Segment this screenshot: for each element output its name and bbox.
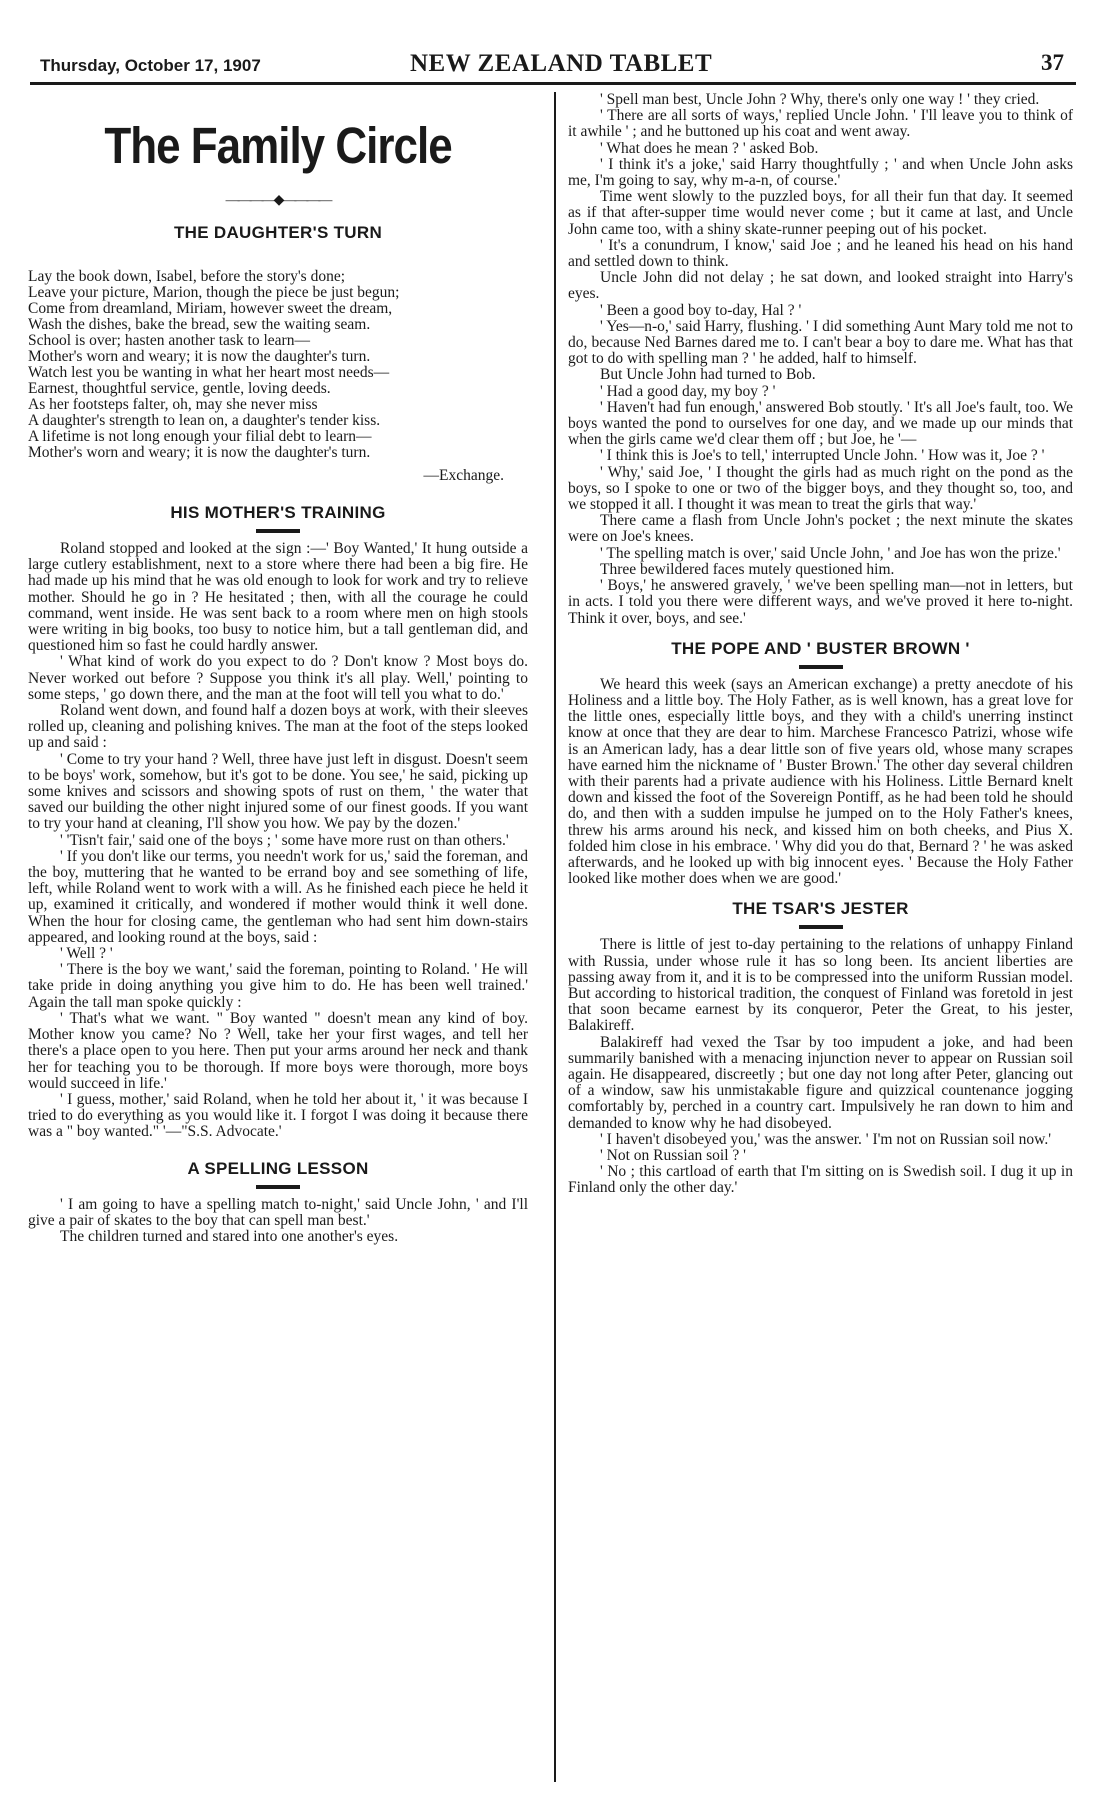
spelling-lesson-body-left [28, 1197, 528, 1246]
article-paragraph: ' There are all sorts of ways,' replied Uncle John. ' I'll leave you to think of it awhile ' ; and he buttoned up his coat and went away. [568, 107, 1073, 141]
daughters-turn-title: THE DAUGHTER'S TURN [173, 223, 383, 242]
article-paragraph: ' Spell man best, Uncle John ? Why, there's only one way ! ' they cried. [600, 91, 1040, 108]
article-paragraph: ' Haven't had fun enough,' answered Bob stoutly. ' It's all Joe's fault, too. We boys wanted the pond to ourselves for one day, and we made up our minds that when the girls came we'd clear them off ; but Joe, he '— [568, 398, 1073, 449]
article-paragraph: There came a flash from Uncle John's pocket ; the next minute the skates were on Joe's knees. [568, 512, 1073, 546]
article-paragraph: Roland went down, and found half a dozen boys at work, with their sleeves rolled up, cleaning and polishing knives. The man at the foot of the steps looked up and said : [28, 702, 528, 752]
article-paragraph: ' Come to try your hand ? Well, three have just left in disgust. Doesn't seem to be boys' work, somehow, but it's got to be done. You see,' he said, picking up some knives and scissors and showing spots of rust on them, ' the water that saved our building the other night injured some of our finest goods. If you want to try your hand at cleaning, I'll show you how. We pay by the dozen.' [28, 750, 528, 833]
article-paragraph: ' Yes—n-o,' said Harry, flushing. ' I did something Aunt Mary told me not to do, because Ned Barnes dared me to. I can't bear a boy to dare me. What has that got to do with spelling man ? ' he added, half to himself. [568, 317, 1073, 368]
page-number: 37 [1041, 50, 1064, 75]
article-paragraph: ' No ; this cartload of earth that I'm sitting on is Swedish soil. I dug it up in Finland only the other day.' [568, 1163, 1073, 1197]
right-column [568, 92, 1073, 1197]
article-paragraph: ' What does he mean ? ' asked Bob. [600, 139, 819, 157]
poem-line: Mother's worn and weary; it is now the daughter's turn. [28, 444, 371, 461]
tsars-jester-title: THE TSAR'S JESTER [732, 899, 909, 919]
ornament-divider: ————◆———— [225, 193, 331, 208]
poem-line: As her footsteps falter, oh, may she never miss [28, 396, 318, 413]
poem-line: Leave your picture, Marion, though the piece be just begun; [28, 284, 400, 301]
article-paragraph: ' What kind of work do you expect to do ? Don't know ? Most boys do. Never worked out before ? Suppose you think it's all play. Well,' pointing to some steps, ' go down there, and the man at the foot will tell you what to do.' [28, 653, 528, 703]
article-paragraph: ' That's what we want. " Boy wanted " doesn't mean any kind of boy. Mother know you came? No ? Well, take her your first wages, and tell her there's a place open to you here. Then put your arms around her neck and thank her for teaching you to be thorough. If more boys were thorough, more boys would succeed in life.' [28, 1009, 528, 1092]
newspaper-title: NEW ZEALAND TABLET [410, 50, 713, 77]
poem-line: Lay the book down, Isabel, before the story's done; [28, 268, 346, 285]
issue-date: Thursday, October 17, 1907 [40, 56, 261, 75]
article-paragraph: We heard this week (says an American exchange) a pretty anecdote of his Holiness and a little boy. The Holy Father, as is well known, has a great love for the little ones, especially little boys, and they with a child's unerring instinct know at once that they are dear to him. Marchese Francesco Patrizi, whose wife is an American lady, has a dear little son of five years old, whose many scrapes have earned him the nickname of ' Buster Brown.' The other day several children with their parents had a private audience with his Holiness. Little Bernard knelt down and kissed the foot of the Sovereign Pontiff, as he had been told he should do, and then with a sudden impulse he jumped on to the Holy Father's knees, threw his arms around his neck, and kissed him on both cheeks, and Pius X. folded him close in his embrace. ' Why did you do that, Bernard ? ' he was asked afterwards, and he looked up with big innocent eyes. ' Because the Holy Father looked like mother does when we are good.' [568, 675, 1073, 888]
article-paragraph: ' Why,' said Joe, ' I thought the girls had as much right on the pond as the boys, so I spoke to one or two of the bigger boys, and they thought so, too, and we stopped it all. I thought it was mean to treat the girls that way.' [568, 463, 1073, 514]
daughters-turn-poem [28, 269, 528, 461]
article-paragraph: ' I think it's a joke,' said Harry thoughtfully ; ' and when Uncle John asks me, I'm going to say, why m-a-n, of course.' [568, 155, 1073, 190]
poem-line: Come from dreamland, Miriam, however sweet the dream, [28, 300, 393, 317]
article-paragraph: ' The spelling match is over,' said Uncle John, ' and Joe has won the prize.' [600, 544, 1061, 562]
article-paragraph: ' If you don't like our terms, you needn't work for us,' said the foreman, and the boy, muttering that he wanted to be errand boy and see something of life, left, while Roland went to work with a will. As he finished each piece he held it up, examined it critically, and wondered if mother would think it well done. When the hour for closing came, the gentleman who had sent him down-stairs appeared, and looking round at the boys, said : [28, 847, 528, 946]
poem-line: Earnest, thoughtful service, gentle, loving deeds. [28, 380, 331, 397]
article-paragraph: ' I guess, mother,' said Roland, when he told her about it, ' it was because I tried to do everything as you would like it. I forgot I was doing it because there was a " boy wanted." '—"S.S. Advocate.' [28, 1090, 528, 1141]
pope-buster-body [568, 677, 1073, 888]
mothers-training-title: HIS MOTHER'S TRAINING [170, 503, 386, 522]
article-paragraph: ' Boys,' he answered gravely, ' we've been spelling man—not in letters, but in acts. I told you there were different ways, and we've proved it here to-night. Think it over, boys, and see.' [568, 577, 1073, 627]
article-paragraph: The children turned and stared into one another's eyes. [60, 1227, 399, 1245]
spelling-lesson-title: A SPELLING LESSON [187, 1158, 369, 1178]
article-paragraph: Uncle John did not delay ; he sat down, and looked straight into Harry's eyes. [568, 269, 1073, 303]
poem-credit: —Exchange. [423, 467, 504, 484]
pope-buster-title: THE POPE AND ' BUSTER BROWN ' [671, 638, 970, 658]
column-rule [554, 92, 556, 1782]
spelling-lesson-body-right [568, 92, 1073, 627]
article-paragraph: ' Been a good boy to-day, Hal ? ' [600, 301, 802, 319]
poem-line: School is over; hasten another task to learn— [28, 332, 310, 349]
article-paragraph: But Uncle John had turned to Bob. [600, 366, 816, 384]
section-dash [799, 925, 843, 929]
mothers-training-body [28, 541, 528, 1141]
poem-line: Mother's worn and weary; it is now the daughter's turn. [28, 348, 371, 365]
article-paragraph: ' It's a conundrum, I know,' said Joe ; and he leaned his head on his hand and settled down to think. [568, 236, 1073, 271]
poem-line: Watch lest you be wanting in what her heart most needs— [28, 364, 390, 381]
article-paragraph: ' I haven't disobeyed you,' was the answer. ' I'm not on Russian soil now.' [600, 1130, 1051, 1148]
section-dash [256, 529, 300, 533]
article-paragraph: Three bewildered faces mutely questioned him. [600, 560, 895, 578]
article-paragraph: Time went slowly to the puzzled boys, for all their fun that day. It seemed as if that after-supper time would never come ; but it came at last, and Uncle John came too, with a shiny skate-runner peeping out of his pocket. [568, 188, 1073, 238]
article-paragraph: ' I think this is Joe's to tell,' interrupted Uncle John. ' How was it, Joe ? ' [600, 447, 1045, 465]
tsars-jester-body [568, 937, 1073, 1196]
page-header [40, 50, 1076, 78]
section-dash [256, 1185, 300, 1189]
article-paragraph: There is little of jest to-day pertaining to the relations of unhappy Finland with Russia, under whose rule it has so long been. Its ancient liberties are passing away from it, and it is to be compressed into the uniform Russian model. But according to historical tradition, the conquest of Finland was foretold in jest that soon became earnest by its conqueror, Peter the Great, to his jester, Balakireff. [568, 936, 1073, 1035]
family-circle-title: The Family Circle [104, 118, 452, 175]
article-paragraph: Roland stopped and looked at the sign :—' Boy Wanted,' It hung outside a large cutlery establishment, next to a store where there had been a big fire. He had made up his mind that he was old enough to look for work and try to relieve mother. Should he go in ? He hesitated ; then, with all the courage he could command, went inside. He was sent back to a room where men on high stools were writing in big books, too busy to notice him, but a tall gentleman did, and questioned him so fast he could hardly answer. [28, 540, 528, 655]
article-paragraph: Balakireff had vexed the Tsar by too impudent a joke, and had been summarily banished with a menacing injunction never to appear on Russian soil again. He disappeared, discreetly ; but one day not long after Peter, glancing out of a window, saw his unmistakable figure and quizzical countenance jogging comfortably by, perched in a country cart. Impulsively he ran down to him and demanded to know why he had disobeyed. [568, 1033, 1073, 1132]
article-paragraph: ' I am going to have a spelling match to-night,' said Uncle John, ' and I'll give a pair of skates to the boy that can spell man best.' [28, 1195, 528, 1229]
article-paragraph: ' 'Tisn't fair,' said one of the boys ; ' some have more rust on than others.' [60, 831, 509, 849]
article-paragraph: ' There is the boy we want,' said the foreman, pointing to Roland. ' He will take pride in doing anything you give him to do. He has been well trained.' Again the tall man spoke quickly : [28, 961, 528, 1011]
poem-line: A lifetime is not long enough your filial debt to learn— [28, 428, 372, 445]
section-dash [799, 665, 843, 669]
left-column [28, 92, 528, 1245]
article-paragraph: ' Not on Russian soil ? ' [600, 1146, 746, 1164]
poem-line: Wash the dishes, bake the bread, sew the waiting seam. [28, 316, 371, 333]
article-paragraph: ' Had a good day, my boy ? ' [600, 382, 776, 400]
article-paragraph: ' Well ? ' [60, 945, 113, 963]
header-rule [30, 82, 1076, 85]
poem-line: A daughter's strength to lean on, a daughter's tender kiss. [28, 412, 381, 429]
